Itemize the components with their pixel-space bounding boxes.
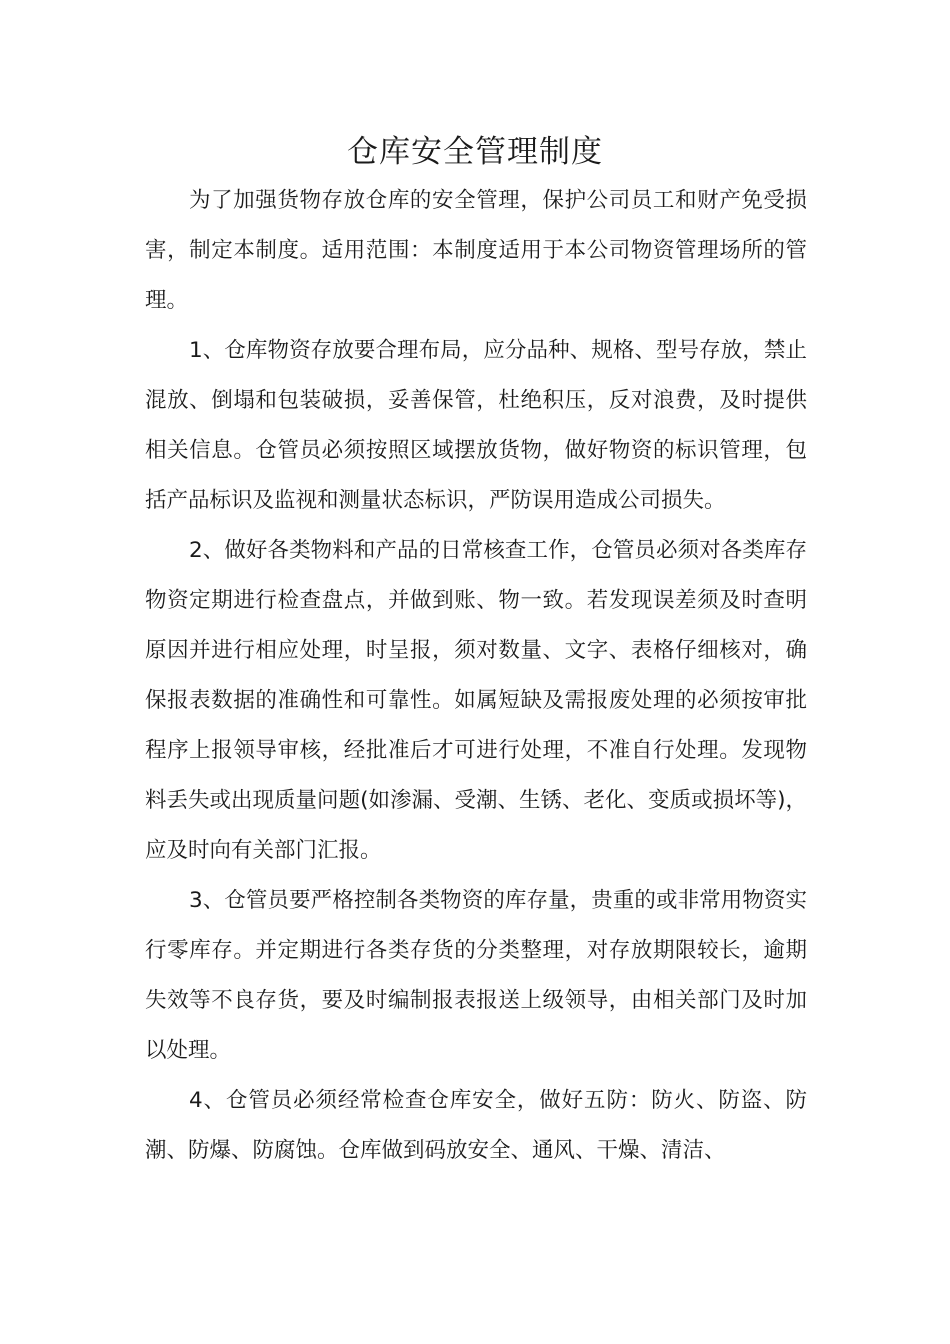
paragraph-clause-4: 4、仓管员必须经常检查仓库安全，做好五防：防火、防盗、防潮、防爆、防腐蚀。仓库做到码放安全、通风、干燥、清洁、: [145, 1088, 807, 1163]
paragraph-clause-2: 2、做好各类物料和产品的日常核查工作，仓管员必须对各类库存物资定期进行检查盘点，并做到账、物一致。若发现误差须及时查明原因并进行相应处理，时呈报，须对数量、文字、表格仔细核对，确保报表数据的准确性和可靠性。如属短缺及需报废处理的必须按审批程序上报领导审核，经批准后才可进行处理，不准自行处理。发现物料丢失或出现质量问题(如渗漏、受潮、生锈、老化、变质或损坏等)，应及时向有关部门汇报。: [145, 538, 807, 863]
paragraph-clause-1: 1、仓库物资存放要合理布局，应分品种、规格、型号存放，禁止混放、倒塌和包装破损，妥善保管，杜绝积压，反对浪费，及时提供相关信息。仓管员必须按照区域摆放货物，做好物资的标识管理，包括产品标识及监视和测量状态标识，严防误用造成公司损失。: [145, 338, 807, 513]
document-title: 仓库安全管理制度: [347, 134, 603, 170]
document-body: [145, 176, 807, 1176]
paragraph-intro: 为了加强货物存放仓库的安全管理，保护公司员工和财产免受损害，制定本制度。适用范围：本制度适用于本公司物资管理场所的管理。: [145, 188, 807, 313]
paragraph-clause-3: 3、仓管员要严格控制各类物资的库存量，贵重的或非常用物资实行零库存。并定期进行各类存货的分类整理，对存放期限较长，逾期失效等不良存货，要及时编制报表报送上级领导，由相关部门及时加以处理。: [145, 888, 807, 1063]
